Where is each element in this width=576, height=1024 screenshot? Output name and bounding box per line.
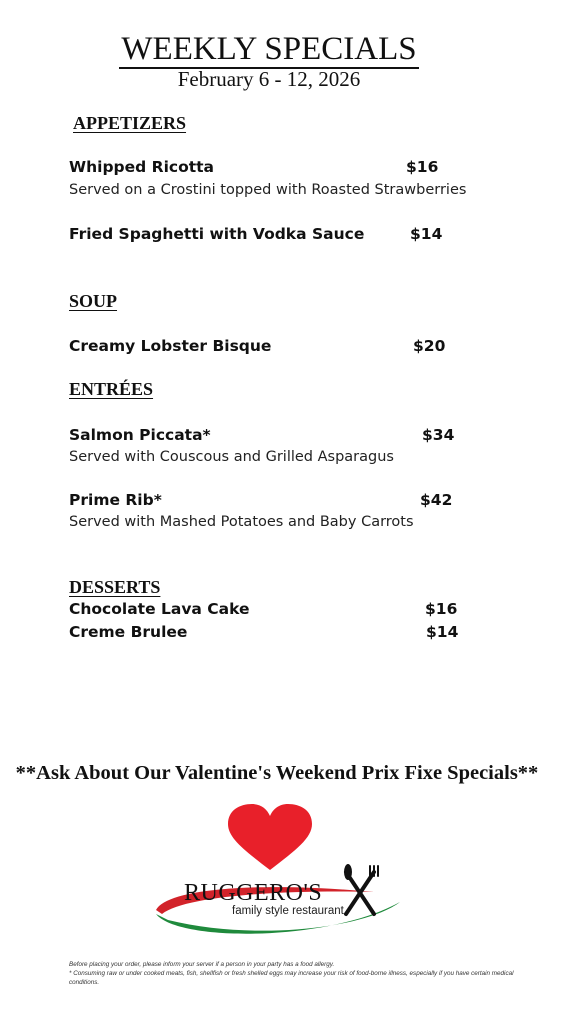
knife-blade: [344, 864, 352, 880]
menu-dates: February 6 - 12, 2026: [177, 67, 361, 91]
restaurant-tagline: family style restaurant: [232, 905, 344, 917]
desserts-heading: DESSERTS: [69, 577, 161, 597]
menu-title: WEEKLY SPECIALS: [121, 31, 417, 67]
menu-item-name: Creme Brulee: [69, 623, 188, 641]
menu-item-price: $20: [413, 337, 446, 355]
menu-item-description: Served with Mashed Potatoes and Baby Carrots: [69, 514, 414, 530]
menu-item-description: Served with Couscous and Grilled Asparagus: [69, 449, 394, 465]
appetizers-heading: APPETIZERS: [73, 113, 187, 133]
menu-item-price: $34: [422, 426, 455, 444]
entrees-heading: ENTRÉES: [69, 379, 154, 399]
allergy-note: Before placing your order, please inform your server if a person in your party has a food allergy.: [69, 961, 335, 968]
menu-item-name: Salmon Piccata*: [69, 426, 211, 444]
menu-item-name: Creamy Lobster Bisque: [69, 337, 272, 355]
menu-item-name: Whipped Ricotta: [69, 158, 215, 176]
consumption-note: * Consuming raw or under cooked meats, fish, shellfish or fresh shelled eggs may increase your risk of food-borne illness, especially if you have certain medical conditions.: [69, 970, 514, 986]
menu-item-price: $42: [420, 491, 453, 509]
restaurant-name: RUGGERO'S: [184, 880, 323, 906]
soup-heading: SOUP: [69, 291, 118, 311]
menu-item-description: Served on a Crostini topped with Roasted Strawberries: [69, 182, 467, 198]
menu-item-price: $14: [410, 225, 443, 243]
menu-item-name: Chocolate Lava Cake: [69, 600, 250, 618]
menu-item-name: Prime Rib*: [69, 491, 162, 509]
logo-graphic: [148, 802, 408, 947]
menu-item-name: Fried Spaghetti with Vodka Sauce: [69, 225, 365, 243]
menu-item-price: $16: [406, 158, 439, 176]
heart-icon: [228, 804, 312, 870]
menu-item-price: $14: [426, 623, 459, 641]
menu-item-price: $16: [425, 600, 458, 618]
valentines-promo: **Ask About Our Valentine's Weekend Prix Fixe Specials**: [15, 762, 539, 784]
